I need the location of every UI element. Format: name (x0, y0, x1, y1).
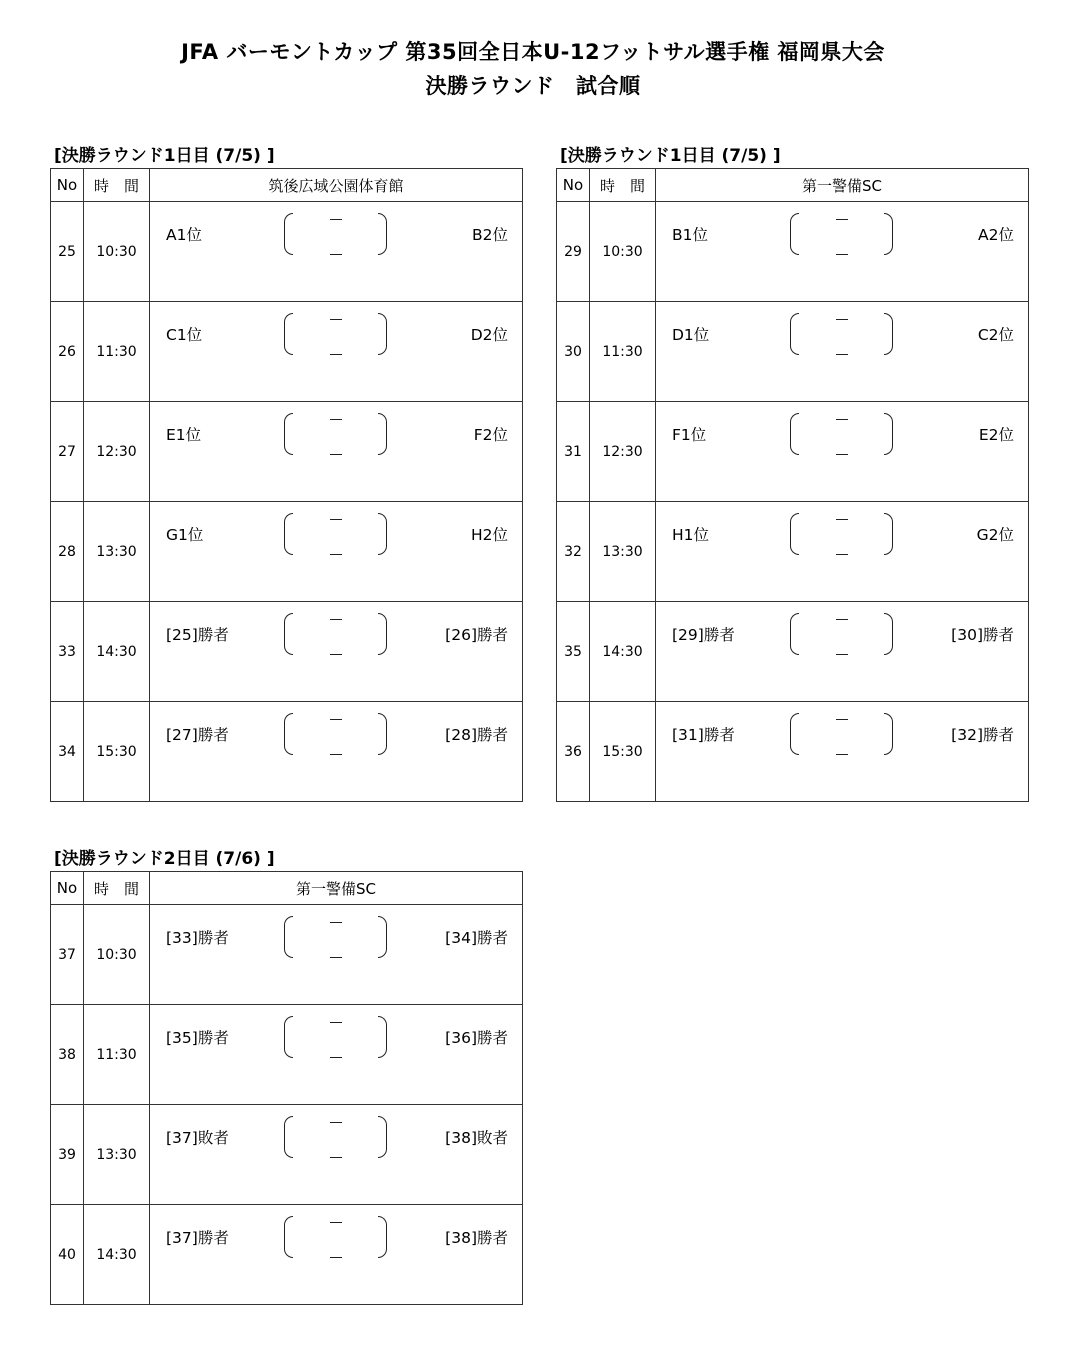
match-time: 13:30 (84, 502, 150, 602)
score-dash-bottom (330, 1157, 342, 1158)
match-cell (150, 1005, 523, 1105)
score-bracket-left (284, 613, 293, 655)
match-time: 15:30 (84, 702, 150, 802)
team-left: [27]勝者 (166, 726, 229, 744)
score-dash-top (330, 619, 342, 620)
match-time: 14:30 (590, 602, 656, 702)
match-cell (656, 502, 1029, 602)
score-bracket-left (790, 213, 799, 255)
header-no: No (51, 169, 84, 202)
score-dash-bottom (330, 554, 342, 555)
score-dash-bottom (836, 654, 848, 655)
score-bracket-right (884, 413, 893, 455)
match-time: 11:30 (84, 1005, 150, 1105)
score-dash-top (330, 1122, 342, 1123)
score-dash-bottom (836, 254, 848, 255)
score-dash-bottom (836, 354, 848, 355)
header-time: 時 間 (590, 169, 656, 202)
match-cell (150, 1105, 523, 1205)
match-number: 37 (51, 905, 84, 1005)
match-row (557, 502, 1029, 602)
score-bracket-left (790, 513, 799, 555)
score-bracket-left (284, 313, 293, 355)
header-no: No (51, 872, 84, 905)
score-dash-top (330, 519, 342, 520)
match-number: 27 (51, 402, 84, 502)
match-number: 34 (51, 702, 84, 802)
match-row (51, 1205, 523, 1305)
team-right: [36]勝者 (445, 1029, 508, 1047)
team-left: H1位 (672, 526, 710, 544)
match-number: 31 (557, 402, 590, 502)
match-number: 32 (557, 502, 590, 602)
team-right: [32]勝者 (951, 726, 1014, 744)
score-dash-top (330, 719, 342, 720)
team-left: [37]敗者 (166, 1129, 229, 1147)
score-dash-top (836, 619, 848, 620)
score-bracket-right (884, 513, 893, 555)
team-left: A1位 (166, 226, 202, 244)
match-row (557, 302, 1029, 402)
schedule-table-day1-venue1 (50, 168, 523, 802)
match-number: 35 (557, 602, 590, 702)
match-time: 12:30 (590, 402, 656, 502)
match-row (51, 905, 523, 1005)
score-bracket-right (884, 313, 893, 355)
match-cell (150, 502, 523, 602)
match-time: 11:30 (84, 302, 150, 402)
match-time: 13:30 (84, 1105, 150, 1205)
match-cell (150, 602, 523, 702)
score-bracket-left (284, 916, 293, 958)
score-bracket-right (378, 413, 387, 455)
score-bracket-left (284, 213, 293, 255)
match-time: 10:30 (590, 202, 656, 302)
score-dash-top (330, 419, 342, 420)
score-bracket-left (790, 313, 799, 355)
match-cell (656, 202, 1029, 302)
match-cell (150, 702, 523, 802)
match-number: 39 (51, 1105, 84, 1205)
match-time: 14:30 (84, 602, 150, 702)
match-cell (150, 905, 523, 1005)
team-right: H2位 (470, 526, 508, 544)
score-bracket-right (378, 213, 387, 255)
team-right: G2位 (976, 526, 1014, 544)
team-left: G1位 (166, 526, 204, 544)
team-left: [25]勝者 (166, 626, 229, 644)
team-right: C2位 (977, 326, 1014, 344)
team-right: [26]勝者 (445, 626, 508, 644)
match-cell (150, 202, 523, 302)
match-time: 10:30 (84, 202, 150, 302)
match-number: 36 (557, 702, 590, 802)
match-row (51, 302, 523, 402)
header-venue: 第一警備SC (150, 872, 523, 905)
team-left: B1位 (672, 226, 708, 244)
score-dash-bottom (330, 957, 342, 958)
team-left: [37]勝者 (166, 1229, 229, 1247)
team-right: A2位 (978, 226, 1014, 244)
score-dash-bottom (330, 454, 342, 455)
score-bracket-right (884, 613, 893, 655)
score-bracket-left (790, 413, 799, 455)
score-bracket-left (284, 1216, 293, 1258)
score-dash-top (330, 1022, 342, 1023)
team-left: [33]勝者 (166, 929, 229, 947)
score-bracket-left (284, 513, 293, 555)
score-dash-bottom (836, 554, 848, 555)
match-time: 13:30 (590, 502, 656, 602)
score-dash-top (330, 1222, 342, 1223)
score-dash-bottom (330, 754, 342, 755)
team-right: [34]勝者 (445, 929, 508, 947)
header-time: 時 間 (84, 872, 150, 905)
match-cell (656, 302, 1029, 402)
score-bracket-right (378, 1016, 387, 1058)
match-cell (656, 702, 1029, 802)
match-row (557, 602, 1029, 702)
team-left: [29]勝者 (672, 626, 735, 644)
score-dash-top (836, 719, 848, 720)
match-row (557, 202, 1029, 302)
score-dash-top (330, 219, 342, 220)
match-row (51, 202, 523, 302)
team-left: C1位 (166, 326, 203, 344)
match-cell (656, 602, 1029, 702)
score-bracket-right (884, 213, 893, 255)
score-dash-top (330, 922, 342, 923)
match-cell (656, 402, 1029, 502)
score-bracket-right (378, 1116, 387, 1158)
team-left: [31]勝者 (672, 726, 735, 744)
score-dash-bottom (330, 354, 342, 355)
team-right: D2位 (470, 326, 508, 344)
score-dash-bottom (330, 1057, 342, 1058)
score-bracket-right (884, 713, 893, 755)
match-time: 12:30 (84, 402, 150, 502)
score-dash-bottom (330, 254, 342, 255)
team-left: E1位 (166, 426, 202, 444)
match-number: 40 (51, 1205, 84, 1305)
match-time: 10:30 (84, 905, 150, 1005)
score-dash-top (836, 219, 848, 220)
score-dash-top (836, 319, 848, 320)
section-title-day1-venue2: [決勝ラウンド1日目 (7/5) ] (560, 146, 781, 166)
team-left: D1位 (672, 326, 710, 344)
team-right: [30]勝者 (951, 626, 1014, 644)
team-right: B2位 (472, 226, 508, 244)
match-row (51, 402, 523, 502)
match-row (51, 602, 523, 702)
match-number: 29 (557, 202, 590, 302)
schedule-table-day2 (50, 871, 523, 1305)
team-right: E2位 (978, 426, 1014, 444)
match-number: 30 (557, 302, 590, 402)
score-dash-top (330, 319, 342, 320)
score-bracket-left (284, 413, 293, 455)
score-dash-bottom (836, 454, 848, 455)
score-bracket-right (378, 613, 387, 655)
match-number: 25 (51, 202, 84, 302)
team-right: F2位 (473, 426, 508, 444)
match-time: 11:30 (590, 302, 656, 402)
section-title-day2: [決勝ラウンド2日目 (7/6) ] (54, 849, 275, 869)
match-row (51, 702, 523, 802)
score-bracket-right (378, 513, 387, 555)
score-dash-bottom (836, 754, 848, 755)
header-time: 時 間 (84, 169, 150, 202)
match-row (51, 1105, 523, 1205)
match-number: 26 (51, 302, 84, 402)
team-left: [35]勝者 (166, 1029, 229, 1047)
match-number: 33 (51, 602, 84, 702)
score-dash-top (836, 519, 848, 520)
section-title-day1-venue1: [決勝ラウンド1日目 (7/5) ] (54, 146, 275, 166)
team-right: [38]敗者 (445, 1129, 508, 1147)
match-row (51, 1005, 523, 1105)
score-bracket-left (790, 713, 799, 755)
team-right: [38]勝者 (445, 1229, 508, 1247)
team-right: [28]勝者 (445, 726, 508, 744)
schedule-table-day1-venue2 (556, 168, 1029, 802)
header-venue: 筑後広域公園体育館 (150, 169, 523, 202)
match-cell (150, 402, 523, 502)
match-time: 14:30 (84, 1205, 150, 1305)
score-bracket-left (284, 1116, 293, 1158)
match-cell (150, 302, 523, 402)
score-dash-bottom (330, 654, 342, 655)
match-row (557, 702, 1029, 802)
score-dash-top (836, 419, 848, 420)
score-bracket-left (790, 613, 799, 655)
document-title: JFA バーモントカップ 第35回全日本U-12フットサル選手権 福岡県大会 (181, 40, 885, 64)
score-bracket-right (378, 1216, 387, 1258)
match-number: 28 (51, 502, 84, 602)
match-number: 38 (51, 1005, 84, 1105)
match-time: 15:30 (590, 702, 656, 802)
score-dash-bottom (330, 1257, 342, 1258)
score-bracket-right (378, 713, 387, 755)
score-bracket-right (378, 916, 387, 958)
score-bracket-right (378, 313, 387, 355)
document-subtitle: 決勝ラウンド 試合順 (425, 74, 641, 98)
match-row (557, 402, 1029, 502)
score-bracket-left (284, 713, 293, 755)
match-row (51, 502, 523, 602)
header-no: No (557, 169, 590, 202)
match-cell (150, 1205, 523, 1305)
score-bracket-left (284, 1016, 293, 1058)
team-left: F1位 (672, 426, 707, 444)
header-venue: 第一警備SC (656, 169, 1029, 202)
